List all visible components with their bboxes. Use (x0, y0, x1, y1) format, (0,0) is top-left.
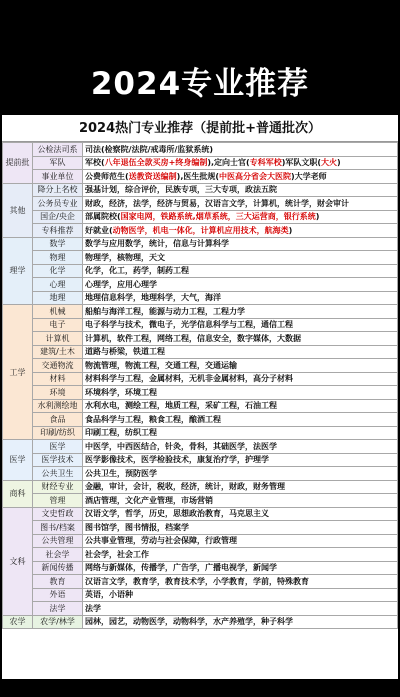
table-row (3, 237, 398, 251)
table-row (3, 170, 398, 184)
table-row (3, 251, 398, 265)
majors-text: 部属院校( (85, 212, 121, 222)
table-row (3, 264, 398, 278)
table-row (3, 318, 398, 332)
majors-text: 强基计划，综合评价，民族专项，三大专项，政法五院 (85, 185, 277, 195)
subcategory-cell: 医学技术 (33, 453, 83, 467)
majors-cell (83, 183, 398, 197)
highlight-text: 中医高分省会大医院 (219, 171, 292, 181)
table-row (3, 602, 398, 616)
majors-cell (83, 548, 398, 562)
majors-text: 酒店管理，文化产业管理，市场营销 (85, 495, 213, 505)
majors-text: 心理学，应用心理学 (85, 279, 157, 289)
subcategory-cell: 外语 (33, 588, 83, 602)
table-row (3, 372, 398, 386)
subcategory-cell: 交通物流 (33, 359, 83, 373)
page-title: 2024专业推荐 (90, 66, 310, 102)
majors-text: 数学与应用数学，统计，信息与计算科学 (85, 239, 229, 249)
majors-cell (83, 440, 398, 454)
majors-cell (83, 345, 398, 359)
majors-text: 印刷工程，纺织工程 (85, 428, 157, 438)
subcategory-cell: 心理 (33, 278, 83, 292)
majors-cell (83, 521, 398, 535)
majors-text: 道路与桥梁，铁道工程 (85, 347, 165, 357)
table-row (3, 143, 398, 157)
highlight-text: 送教资送编制 (128, 171, 177, 181)
majors-cell (83, 143, 398, 157)
highlight-text: 国家电网，铁路系统,烟草系统，三大运营商，银行系统 (120, 212, 316, 222)
majors-cell (83, 197, 398, 211)
majors-cell (83, 386, 398, 400)
highlight-text: 动物医学，机电一体化，计算机应用技术，航海类 (112, 225, 289, 235)
majors-text: 计算机，软件工程，网络工程，信息安全，数字媒体，大数据 (85, 333, 301, 343)
table-row (3, 440, 398, 454)
subcategory-cell: 专科推荐 (33, 224, 83, 238)
subcategory-cell: 地理 (33, 291, 83, 305)
majors-text: 司法(检察院/法院/戒毒所/监狱系统) (85, 144, 214, 154)
category-cell: 其他 (3, 183, 33, 237)
highlight-text: 八年退伍全款买房+终身编制 (104, 158, 208, 168)
table-row (3, 534, 398, 548)
subcategory-cell: 建筑/土木 (33, 345, 83, 359)
majors-text: 中医学，中西医结合，针灸，骨科，其础医学，法医学 (85, 441, 277, 451)
majors-text: 船舶与海洋工程，能源与动力工程，工程力学 (85, 306, 245, 316)
majors-cell (83, 278, 398, 292)
subcategory-cell: 图书/档案 (33, 521, 83, 535)
category-cell: 提前批 (3, 143, 33, 184)
category-cell: 商科 (3, 480, 33, 507)
majors-cell (83, 561, 398, 575)
majors-cell (83, 399, 398, 413)
subcategory-cell: 材料 (33, 372, 83, 386)
majors-cell (83, 156, 398, 170)
table-row (3, 413, 398, 427)
majors-cell (83, 305, 398, 319)
subcategory-cell: 环境 (33, 386, 83, 400)
footer-band (0, 679, 400, 697)
majors-cell (83, 534, 398, 548)
table-row (3, 494, 398, 508)
majors-cell (83, 372, 398, 386)
majors-cell (83, 359, 398, 373)
majors-text: 财政，经济，法学，经济与贸易，汉语言文学，计算机，统计学，财会审计 (85, 198, 349, 208)
subcategory-cell: 公检法司系 (33, 143, 83, 157)
subcategory-cell: 国企/央企 (33, 210, 83, 224)
majors-cell (83, 453, 398, 467)
majors-cell (83, 426, 398, 440)
table-row (3, 588, 398, 602)
majors-cell (83, 224, 398, 238)
majors-text: ) (288, 225, 293, 235)
table-row (3, 399, 398, 413)
majors-cell (83, 602, 398, 616)
subcategory-cell: 化学 (33, 264, 83, 278)
table-row (3, 183, 398, 197)
majors-cell (83, 291, 398, 305)
majors-text: 英语，小语种 (85, 590, 133, 600)
subcategory-cell: 管理 (33, 494, 83, 508)
table-row (3, 507, 398, 521)
majors-cell (83, 615, 398, 629)
majors-cell (83, 318, 398, 332)
majors-text: 电子科学与技术，微电子，光学信息科学与工程，通信工程 (85, 320, 293, 330)
subcategory-cell: 印刷/纺织 (33, 426, 83, 440)
category-cell: 工学 (3, 305, 33, 440)
category-cell: 医学 (3, 440, 33, 481)
majors-cell (83, 332, 398, 346)
majors-text: 公共卫生，预防医学 (85, 468, 157, 478)
table-row (3, 332, 398, 346)
subcategory-cell: 食品 (33, 413, 83, 427)
table-subtitle: 2024热门专业推荐（提前批+普通批次） (2, 115, 398, 142)
table-row (3, 224, 398, 238)
majors-cell (83, 507, 398, 521)
majors-text: 地理信息科学，地理科学，大气，海洋 (85, 293, 221, 303)
category-cell: 文科 (3, 507, 33, 615)
majors-text: ),医生批规( (176, 171, 220, 181)
majors-cell (83, 413, 398, 427)
table-row (3, 480, 398, 494)
majors-cell (83, 480, 398, 494)
majors-text: 环境科学，环境工程 (85, 387, 157, 397)
majors-cell (83, 575, 398, 589)
subcategory-cell: 公务员专业 (33, 197, 83, 211)
table-row (3, 561, 398, 575)
table-row (3, 305, 398, 319)
majors-text: 食品科学与工程，粮食工程，酿酒工程 (85, 414, 221, 424)
table-row (3, 467, 398, 481)
majors-cell (83, 264, 398, 278)
subcategory-cell: 事业单位 (33, 170, 83, 184)
table-row (3, 156, 398, 170)
table-row (3, 278, 398, 292)
table-row (3, 453, 398, 467)
table-row (3, 386, 398, 400)
subcategory-cell: 财经专业 (33, 480, 83, 494)
majors-text: 水利水电，测绘工程，地质工程，采矿工程，石油工程 (85, 401, 277, 411)
table-row (3, 345, 398, 359)
majors-cell (83, 494, 398, 508)
majors-text: 社会学，社会工作 (85, 549, 149, 559)
subcategory-cell: 物理 (33, 251, 83, 265)
majors-text: )军队文职( (281, 158, 322, 168)
subcategory-cell: 机械 (33, 305, 83, 319)
majors-text: 网络与新媒体，传播学，广告学，广播电视学，新闻学 (85, 563, 277, 573)
major-table (2, 142, 398, 629)
majors-text: 医学影像技术，医学检验技术，康复治疗学，护理学 (85, 455, 269, 465)
majors-text: 汉语言文学，教育学，教育技术学，小学教育，学前，特殊教育 (85, 576, 309, 586)
subcategory-cell: 法学 (33, 602, 83, 616)
subcategory-cell: 社会学 (33, 548, 83, 562)
table-row (3, 521, 398, 535)
majors-cell (83, 170, 398, 184)
majors-text: 材料科学与工程，金属材料，无机非金属材料，高分子材料 (85, 374, 293, 384)
majors-text: 公共事业管理，劳动与社会保障，行政管理 (85, 536, 237, 546)
majors-text: 汉语文学，哲学，历史，思想政治教育，马克思主义 (85, 509, 269, 519)
subcategory-cell: 教育 (33, 575, 83, 589)
table-row (3, 548, 398, 562)
majors-text: 园林，园艺，动物医学，动物科学，水产养殖学，种子科学 (85, 617, 293, 627)
subcategory-cell: 数学 (33, 237, 83, 251)
majors-text: ) (315, 212, 320, 222)
majors-text: 公费师范生( (85, 171, 129, 181)
majors-text: 军校( (85, 158, 105, 168)
highlight-text: 专科军校 (249, 158, 282, 168)
subcategory-cell: 农学/林学 (33, 615, 83, 629)
majors-text: ) (337, 158, 341, 168)
majors-cell (83, 251, 398, 265)
majors-text: 物理学，核物理，天文 (85, 252, 165, 262)
majors-text: 金融，审计，会计，税收，经济，统计，财政，财务管理 (85, 482, 285, 492)
category-cell: 农学 (3, 615, 33, 629)
subcategory-cell: 文史哲政 (33, 507, 83, 521)
majors-cell (83, 210, 398, 224)
majors-text: )大学老师 (291, 171, 327, 181)
majors-text: 化学，化工，药学，制药工程 (85, 266, 189, 276)
majors-cell (83, 467, 398, 481)
category-cell: 理学 (3, 237, 33, 305)
subcategory-cell: 公共管理 (33, 534, 83, 548)
majors-cell (83, 237, 398, 251)
table-row (3, 359, 398, 373)
subcategory-cell: 水利测绘地 (33, 399, 83, 413)
table-row (3, 615, 398, 629)
table-row (3, 197, 398, 211)
table-row (3, 291, 398, 305)
table-row (3, 210, 398, 224)
subcategory-cell: 降分上名校 (33, 183, 83, 197)
subcategory-cell: 新闻传播 (33, 561, 83, 575)
majors-text: 好就业( (85, 225, 113, 235)
majors-text: 物流管理，物流工程，交通工程，交通运输 (85, 360, 237, 370)
subcategory-cell: 军队 (33, 156, 83, 170)
majors-text: 法学 (85, 603, 101, 613)
majors-text: 图书馆学，图书情报，档案学 (85, 522, 189, 532)
majors-text: ),定向士官( (207, 158, 250, 168)
highlight-text: 大火 (321, 158, 338, 168)
subcategory-cell: 计算机 (33, 332, 83, 346)
table-row (3, 575, 398, 589)
subcategory-cell: 医学 (33, 440, 83, 454)
subcategory-cell: 电子 (33, 318, 83, 332)
table-row (3, 426, 398, 440)
subcategory-cell: 公共卫生 (33, 467, 83, 481)
majors-cell (83, 588, 398, 602)
recommendation-sheet (2, 115, 398, 679)
